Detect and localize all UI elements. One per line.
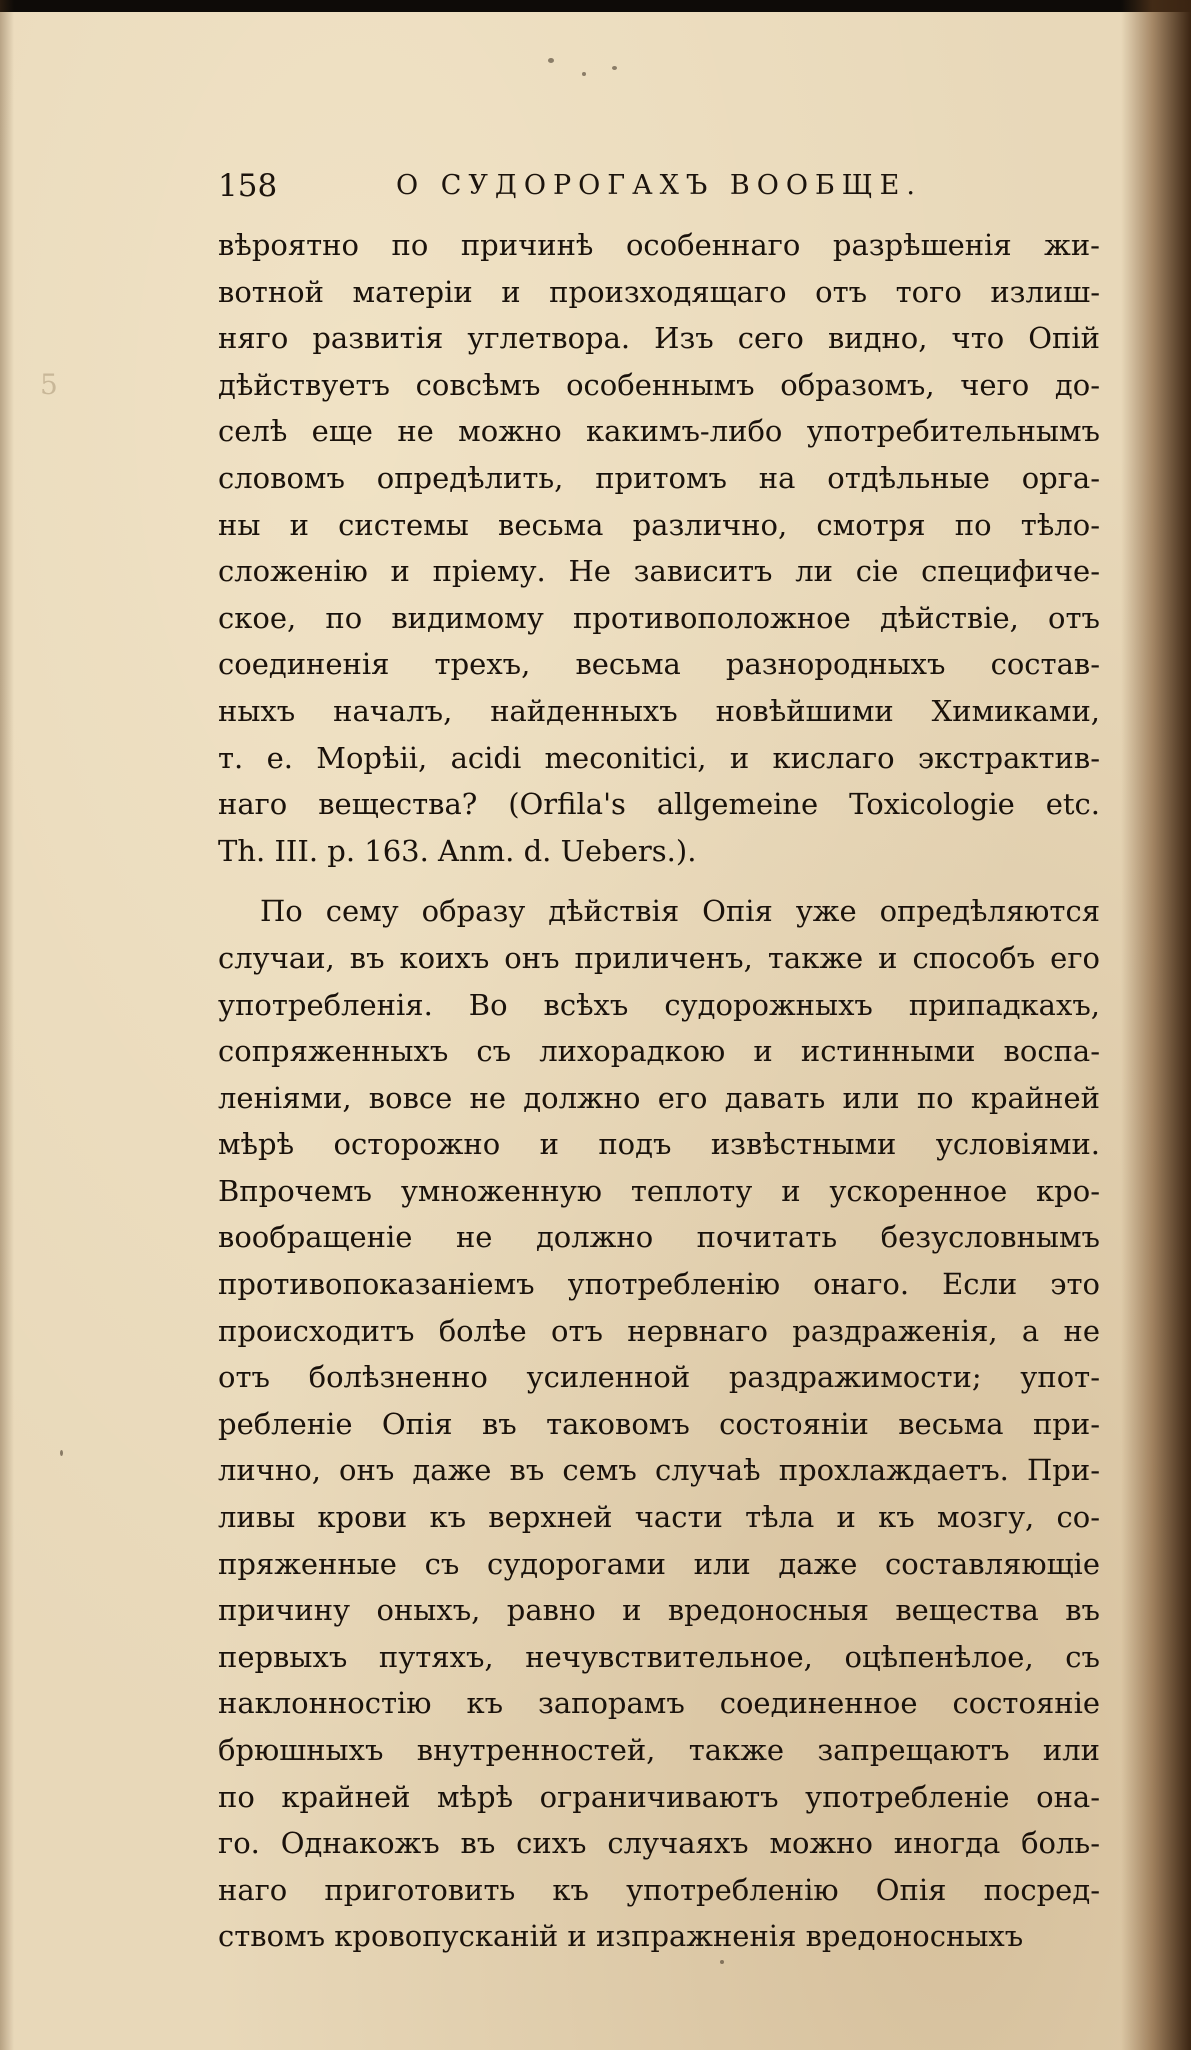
text-line: ны и системы весьма различно, смотря по тѣло- (218, 507, 1100, 542)
text-line: словомъ опредѣлить, притомъ на отдѣльные орга- (218, 460, 1100, 495)
text-line: употребленія. Во всѣхъ судорожныхъ припадкахъ, (218, 987, 1100, 1022)
text-line: мѣрѣ осторожно и подъ извѣстными условіями. (218, 1127, 1100, 1162)
page-top-edge (0, 0, 1191, 12)
margin-mark: 5 (40, 368, 58, 401)
text-line: ливы крови къ верхней части тѣла и къ мозгу, со- (218, 1500, 1100, 1535)
text-line: противопоказаніемъ употребленію онаго. Если это (218, 1267, 1100, 1302)
text-line: дѣйствуетъ совсѣмъ особеннымъ образомъ, чего до- (218, 367, 1100, 402)
text-line: брюшныхъ внутренностей, также запрещаютъ или (218, 1733, 1100, 1767)
text-line: селѣ еще не можно какимъ-либо употребительнымъ (218, 414, 1100, 449)
text-line: ребленіе Опія въ таковомъ состояніи весьма при- (218, 1406, 1100, 1441)
text-line: вотной матеріи и произходящаго отъ того излиш- (218, 274, 1100, 309)
text-line: сложенію и пріему. Не зависитъ ли сіе специфиче- (218, 554, 1100, 589)
book-spine-shadow (1121, 0, 1191, 2050)
text-line: наго вещества? (Orfila's allgemeine Toxicologie etc. (218, 787, 1100, 822)
running-head (218, 168, 938, 212)
text-line: соединенія трехъ, весьма разнородныхъ состав- (218, 647, 1100, 682)
text-line: леніями, вовсе не должно его давать или по крайней (218, 1080, 1100, 1115)
running-head-title: О СУДОРОГАХЪ ВООБЩЕ. (396, 170, 922, 201)
paper-speck (612, 66, 617, 70)
page-left-shadow (0, 0, 14, 2050)
text-line: вообращеніе не должно почитать безусловнымъ (218, 1220, 1100, 1255)
paper-speck (548, 58, 554, 63)
text-line: происходитъ болѣе отъ нервнаго раздраженія, а не (218, 1313, 1100, 1348)
text-line: го. Однакожъ въ сихъ случаяхъ можно иногда боль- (218, 1826, 1100, 1861)
text-line: пряженные съ судорогами или даже составляющіе (218, 1546, 1100, 1581)
text-line: причину оныхъ, равно и вредоносныя вещества въ (218, 1593, 1100, 1628)
text-line: Th. III. p. 163. Anm. d. Uebers.). (218, 833, 697, 868)
text-line: первыхъ путяхъ, нечувствительное, оцѣпенѣлое, съ (218, 1639, 1100, 1674)
paper-speck (582, 72, 586, 76)
text-line: Впрочемъ умноженную теплоту и ускоренное кро- (218, 1173, 1100, 1208)
text-line: сопряженныхъ съ лихорадкою и истинными воспа- (218, 1034, 1100, 1069)
text-line: отъ болѣзненно усиленной раздражимости; упот- (218, 1360, 1100, 1395)
text-line: ское, по видимому противоположное дѣйствіе, отъ (218, 600, 1100, 635)
text-line: няго развитія углетвора. Изъ сего видно, что Опій (218, 321, 1100, 356)
text-line: ствомъ кровопусканій и изпражненія вредоносныхъ (218, 1919, 1024, 1954)
text-line: наго приготовить къ употребленію Опія посред- (218, 1872, 1100, 1907)
text-line: лично, онъ даже въ семъ случаѣ прохлаждаетъ. При- (218, 1453, 1100, 1488)
page-number: 158 (218, 168, 278, 204)
text-line: ныхъ началъ, найденныхъ новѣйшими Химиками, (218, 693, 1100, 728)
paragraph-2 (218, 888, 1100, 1960)
text-line: т. е. Морѣіі, acidi meconitici, и кислаго экстрактив- (218, 740, 1100, 775)
paragraph-1 (218, 222, 1100, 874)
paper-speck (60, 1450, 63, 1456)
text-line: наклонностію къ запорамъ соединенное состояніе (218, 1686, 1100, 1721)
text-line: случаи, въ коихъ онъ приличенъ, также и способъ его (218, 940, 1100, 975)
text-line: По сему образу дѣйствія Опія уже опредѣляются (260, 894, 1100, 929)
text-line: вѣроятно по причинѣ особеннаго разрѣшенія жи- (218, 228, 1100, 262)
paper-speck (720, 1960, 724, 1964)
body-text (218, 222, 1100, 1960)
text-line: по крайней мѣрѣ ограничиваютъ употребленіе она- (218, 1779, 1100, 1814)
